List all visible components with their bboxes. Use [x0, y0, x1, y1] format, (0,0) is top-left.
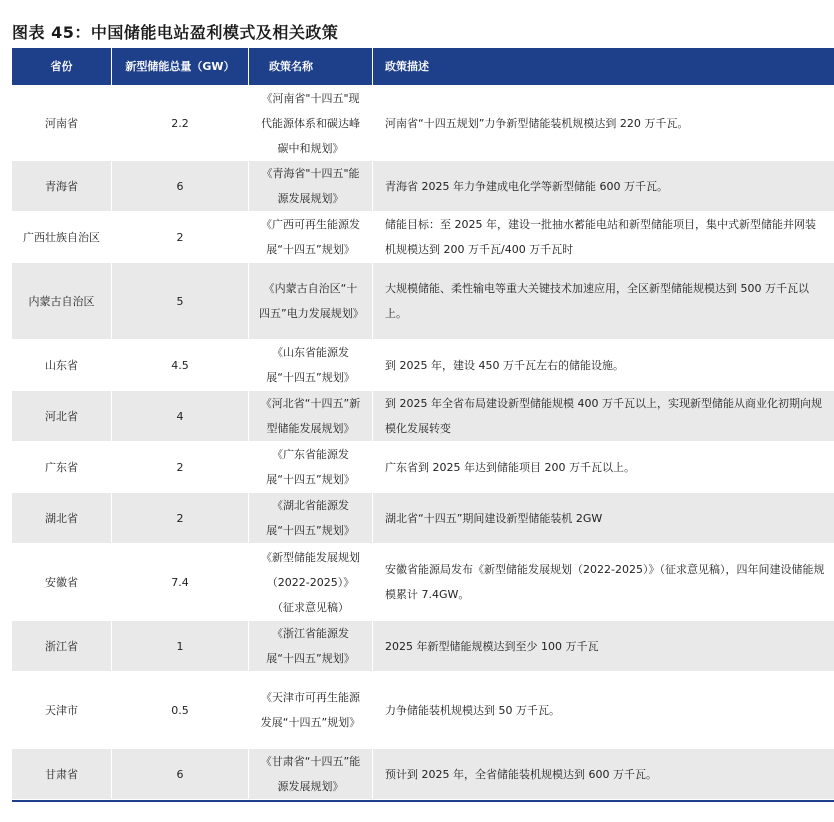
cell-policy-name: 《内蒙古自治区“十四五”电力发展规划》 [249, 263, 373, 339]
cell-province: 浙江省 [12, 621, 112, 671]
cell-policy-name: 《浙江省能源发展“十四五”规划》 [249, 621, 373, 671]
policy-table [12, 48, 834, 800]
bottom-divider [12, 800, 834, 802]
cell-policy-desc: 广东省到 2025 年达到储能项目 200 万千瓦以上。 [385, 460, 635, 474]
cell-capacity: 2 [112, 212, 249, 262]
cell-province: 广东省 [12, 442, 112, 492]
table-row [12, 263, 834, 340]
header-policy-name: 政策名称 [249, 48, 373, 85]
cell-policy-name: 《河北省“十四五”新型储能发展规划》 [249, 391, 373, 441]
figure-title: 图表 45：中国储能电站盈利模式及相关政策 [12, 23, 339, 42]
cell-province: 广西壮族自治区 [12, 212, 112, 262]
header-capacity: 新型储能总量（GW） [112, 48, 249, 85]
cell-policy-desc: 河南省“十四五规划”力争新型储能装机规模达到 220 万千瓦。 [385, 116, 689, 130]
cell-province: 安徽省 [12, 544, 112, 620]
cell-policy-name: 《广东省能源发展“十四五”规划》 [249, 442, 373, 492]
table-row [12, 621, 834, 672]
table-row [12, 212, 834, 263]
cell-capacity: 2 [112, 493, 249, 543]
cell-capacity: 4 [112, 391, 249, 441]
cell-policy-name: 《甘肃省“十四五”能源发展规划》 [249, 749, 373, 799]
cell-policy-desc: 到 2025 年，建设 450 万千瓦左右的储能设施。 [385, 358, 624, 372]
cell-policy-desc: 储能目标：至 2025 年，建设一批抽水蓄能电站和新型储能项目，集中式新型储能并网装机规模达到 200 万千瓦/400 万千瓦时 [385, 218, 816, 256]
cell-capacity: 4.5 [112, 340, 249, 390]
cell-policy-name: 《湖北省能源发展“十四五”规划》 [249, 493, 373, 543]
table-row [12, 672, 834, 749]
cell-policy-desc: 安徽省能源局发布《新型储能发展规划（2022-2025）》（征求意见稿），四年间建设储能规模累计 7.4GW。 [385, 563, 825, 601]
cell-policy-desc: 2025 年新型储能规模达到至少 100 万千瓦 [385, 639, 599, 653]
cell-province: 河北省 [12, 391, 112, 441]
table-row [12, 391, 834, 442]
header-policy-desc: 政策描述 [385, 60, 429, 73]
cell-capacity: 6 [112, 161, 249, 211]
cell-policy-name: 《新型储能发展规划（2022-2025）》（征求意见稿） [249, 544, 373, 620]
table-row [12, 493, 834, 544]
cell-province: 甘肃省 [12, 749, 112, 799]
cell-policy-desc: 大规模储能、柔性输电等重大关键技术加速应用，全区新型储能规模达到 500 万千瓦以上。 [385, 282, 809, 320]
cell-capacity: 7.4 [112, 544, 249, 620]
cell-capacity: 1 [112, 621, 249, 671]
table-row [12, 86, 834, 161]
cell-policy-name: 《山东省能源发展“十四五”规划》 [249, 340, 373, 390]
cell-province: 河南省 [12, 86, 112, 160]
cell-province: 湖北省 [12, 493, 112, 543]
table-row [12, 161, 834, 212]
cell-policy-desc: 青海省 2025 年力争建成电化学等新型储能 600 万千瓦。 [385, 179, 668, 193]
cell-capacity: 2.2 [112, 86, 249, 160]
cell-policy-desc: 力争储能装机规模达到 50 万千瓦。 [385, 703, 560, 717]
cell-province: 青海省 [12, 161, 112, 211]
cell-policy-name: 《河南省"十四五"现代能源体系和碳达峰碳中和规划》 [249, 86, 373, 160]
table-header-row [12, 48, 834, 86]
cell-policy-name: 《广西可再生能源发展“十四五”规划》 [249, 212, 373, 262]
cell-province: 内蒙古自治区 [12, 263, 112, 339]
cell-policy-name: 《天津市可再生能源发展“十四五”规划》 [249, 672, 373, 748]
cell-policy-desc: 到 2025 年全省布局建设新型储能规模 400 万千瓦以上，实现新型储能从商业化初期向规模化发展转变 [385, 397, 822, 435]
cell-capacity: 5 [112, 263, 249, 339]
cell-policy-desc: 预计到 2025 年，全省储能装机规模达到 600 万千瓦。 [385, 767, 657, 781]
cell-capacity: 2 [112, 442, 249, 492]
cell-capacity: 6 [112, 749, 249, 799]
table-row [12, 442, 834, 493]
cell-province: 山东省 [12, 340, 112, 390]
table-row [12, 340, 834, 391]
table-row [12, 544, 834, 621]
cell-policy-name: 《青海省"十四五"能源发展规划》 [249, 161, 373, 211]
cell-policy-desc: 湖北省“十四五”期间建设新型储能装机 2GW [385, 511, 603, 525]
cell-capacity: 0.5 [112, 672, 249, 748]
table-row [12, 749, 834, 800]
header-province: 省份 [12, 48, 112, 85]
cell-province: 天津市 [12, 672, 112, 748]
